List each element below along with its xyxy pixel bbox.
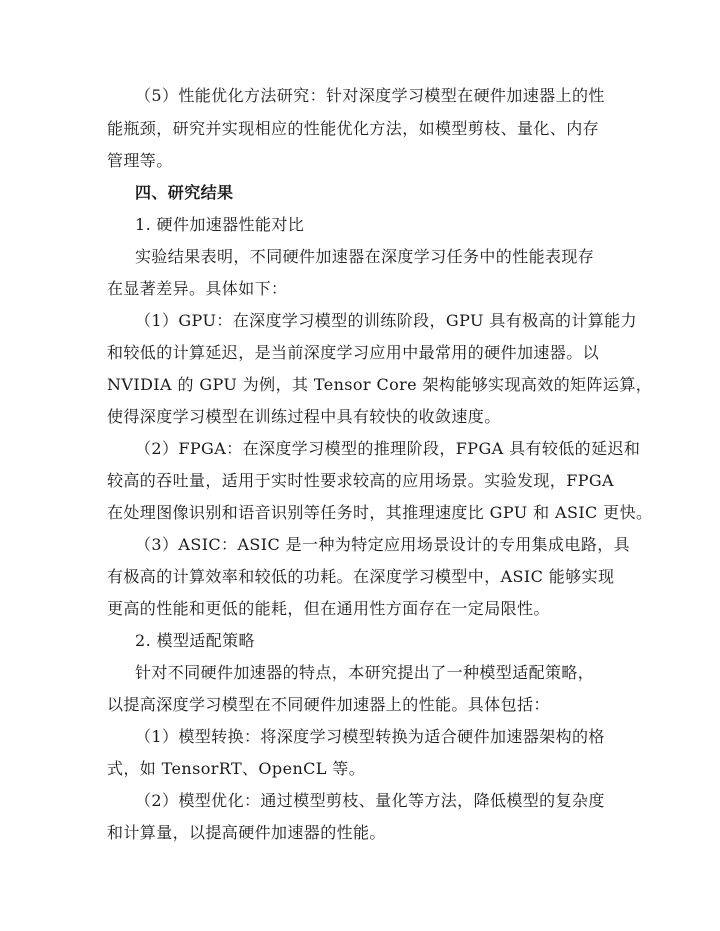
text-line: 和计算量，以提高硬件加速器的性能。 [107,823,386,842]
text-line: NVIDIA 的 GPU 为例，其 Tensor Core 架构能够实现高效的矩阵运算， [107,375,653,394]
text-line: 实验结果表明，不同硬件加速器在深度学习任务中的性能表现存 [135,247,595,266]
text-line: 较高的吞吐量，适用于实时性要求较高的应用场景。实验发现，FPGA [107,471,615,490]
text-line: 使得深度学习模型在训练过程中具有较快的收敛速度。 [107,407,501,426]
text-line: （2）模型优化：通过模型剪枝、量化等方法，降低模型的复杂度 [135,791,605,810]
text-line: （3）ASIC：ASIC 是一种为特定应用场景设计的专用集成电路，具 [135,535,631,554]
text-line: 式，如 TensorRT、OpenCL 等。 [107,759,366,778]
text-line: （1）模型转换：将深度学习模型转换为适合硬件加速器架构的格 [135,727,605,746]
text-line: 以提高深度学习模型在不同硬件加速器上的性能。具体包括： [107,695,550,714]
text-line: 有极高的计算效率和较低的功耗。在深度学习模型中，ASIC 能够实现 [107,567,615,586]
text-line: （2）FPGA：在深度学习模型的推理阶段，FPGA 具有较低的延迟和 [135,439,641,458]
subsection-heading-hardware-comparison: 1. 硬件加速器性能对比 [135,215,305,234]
text-line: 针对不同硬件加速器的特点，本研究提出了一种模型适配策略， [135,663,595,682]
text-line: 管理等。 [107,151,173,170]
text-line: 和较低的计算延迟，是当前深度学习应用中最常用的硬件加速器。以 [107,343,600,362]
text-line: 在显著差异。具体如下： [107,279,288,298]
text-line: 更高的性能和更低的能耗，但在通用性方面存在一定局限性。 [107,599,550,618]
subsection-heading-model-adaptation: 2. 模型适配策略 [135,631,255,650]
text-line: 能瓶颈，研究并实现相应的性能优化方法，如模型剪枝、量化、内存 [107,119,600,138]
text-line: （1）GPU：在深度学习模型的训练阶段，GPU 具有极高的计算能力 [135,311,637,330]
section-heading-results: 四、研究结果 [135,183,234,202]
text-line: （5）性能优化方法研究：针对深度学习模型在硬件加速器上的性 [135,86,605,105]
text-line: 在处理图像识别和语音识别等任务时，其推理速度比 GPU 和 ASIC 更快。 [107,503,653,522]
